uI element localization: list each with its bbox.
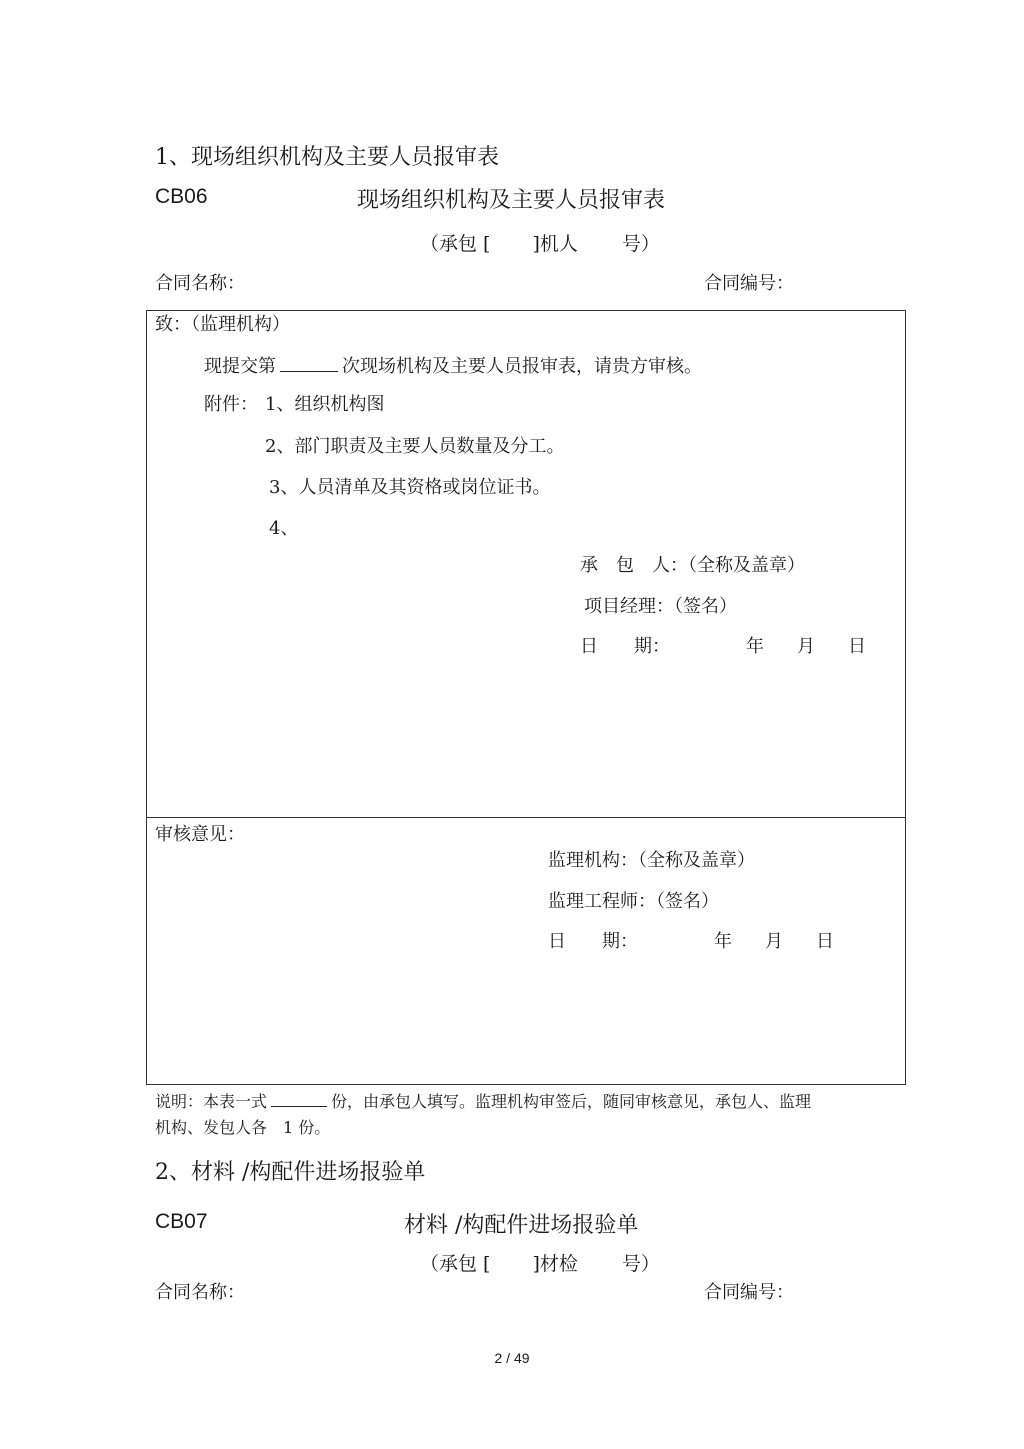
attachments-label: 附件： [204,394,258,415]
contract-name-label: 合同名称： [155,273,245,294]
form-subtitle-2: （承包 [ ]材检 号） [420,1253,660,1275]
review-date-label: 日 期： [548,931,638,952]
form-title: 现场组织机构及主要人员报审表 [357,188,666,213]
date-year: 年 [746,636,764,657]
attachment-item: 1、组织机构图 [265,394,385,415]
contract-no-label-2: 合同编号： [704,1282,794,1303]
form-note-line2: 机构、发包人各 1 份。 [155,1118,331,1137]
form-subtitle: （承包 [ ]机人 号） [420,233,660,255]
date-label: 日 期： [580,636,670,657]
to-label: 致：（监理机构） [155,314,290,335]
form-code-cb06: CB06 [155,185,208,208]
review-label: 审核意见： [155,824,245,845]
form-divider [147,817,905,818]
project-manager-label: 项目经理：（签名） [584,596,737,617]
form-note: 说明：本表一式 份，由承包人填写。监理机构审签后，随同审核意见，承包人、监理 [155,1092,812,1111]
attachment-item: 4、 [269,518,299,539]
contractor-label: 承 包 人：（全称及盖章） [580,555,805,576]
supervisor-org-label: 监理机构：（全称及盖章） [548,850,755,871]
section-1-heading: 1、现场组织机构及主要人员报审表 [155,145,499,170]
copies-blank[interactable] [271,1090,327,1107]
date-month: 月 [797,636,815,657]
form-code-cb07: CB07 [155,1210,208,1233]
section-2-heading: 2、材料 /构配件进场报验单 [155,1160,426,1185]
page-number: 2 / 49 [494,1350,530,1366]
submit-count-blank[interactable] [280,355,338,372]
contract-name-label-2: 合同名称： [155,1282,245,1303]
contract-no-label: 合同编号： [704,273,794,294]
submit-line: 现提交第 次现场机构及主要人员报审表，请贵方审核。 [204,356,702,377]
attachment-item: 3、人员清单及其资格或岗位证书。 [269,477,551,498]
attachment-item: 2、部门职责及主要人员数量及分工。 [265,436,565,457]
review-date-year: 年 [714,931,732,952]
review-date-day: 日 [816,931,834,952]
form-table [146,310,906,1085]
date-day: 日 [848,636,866,657]
supervisor-engineer-label: 监理工程师：（签名） [548,891,719,912]
review-date-month: 月 [765,931,783,952]
form-title-2: 材料 /构配件进场报验单 [404,1213,639,1238]
